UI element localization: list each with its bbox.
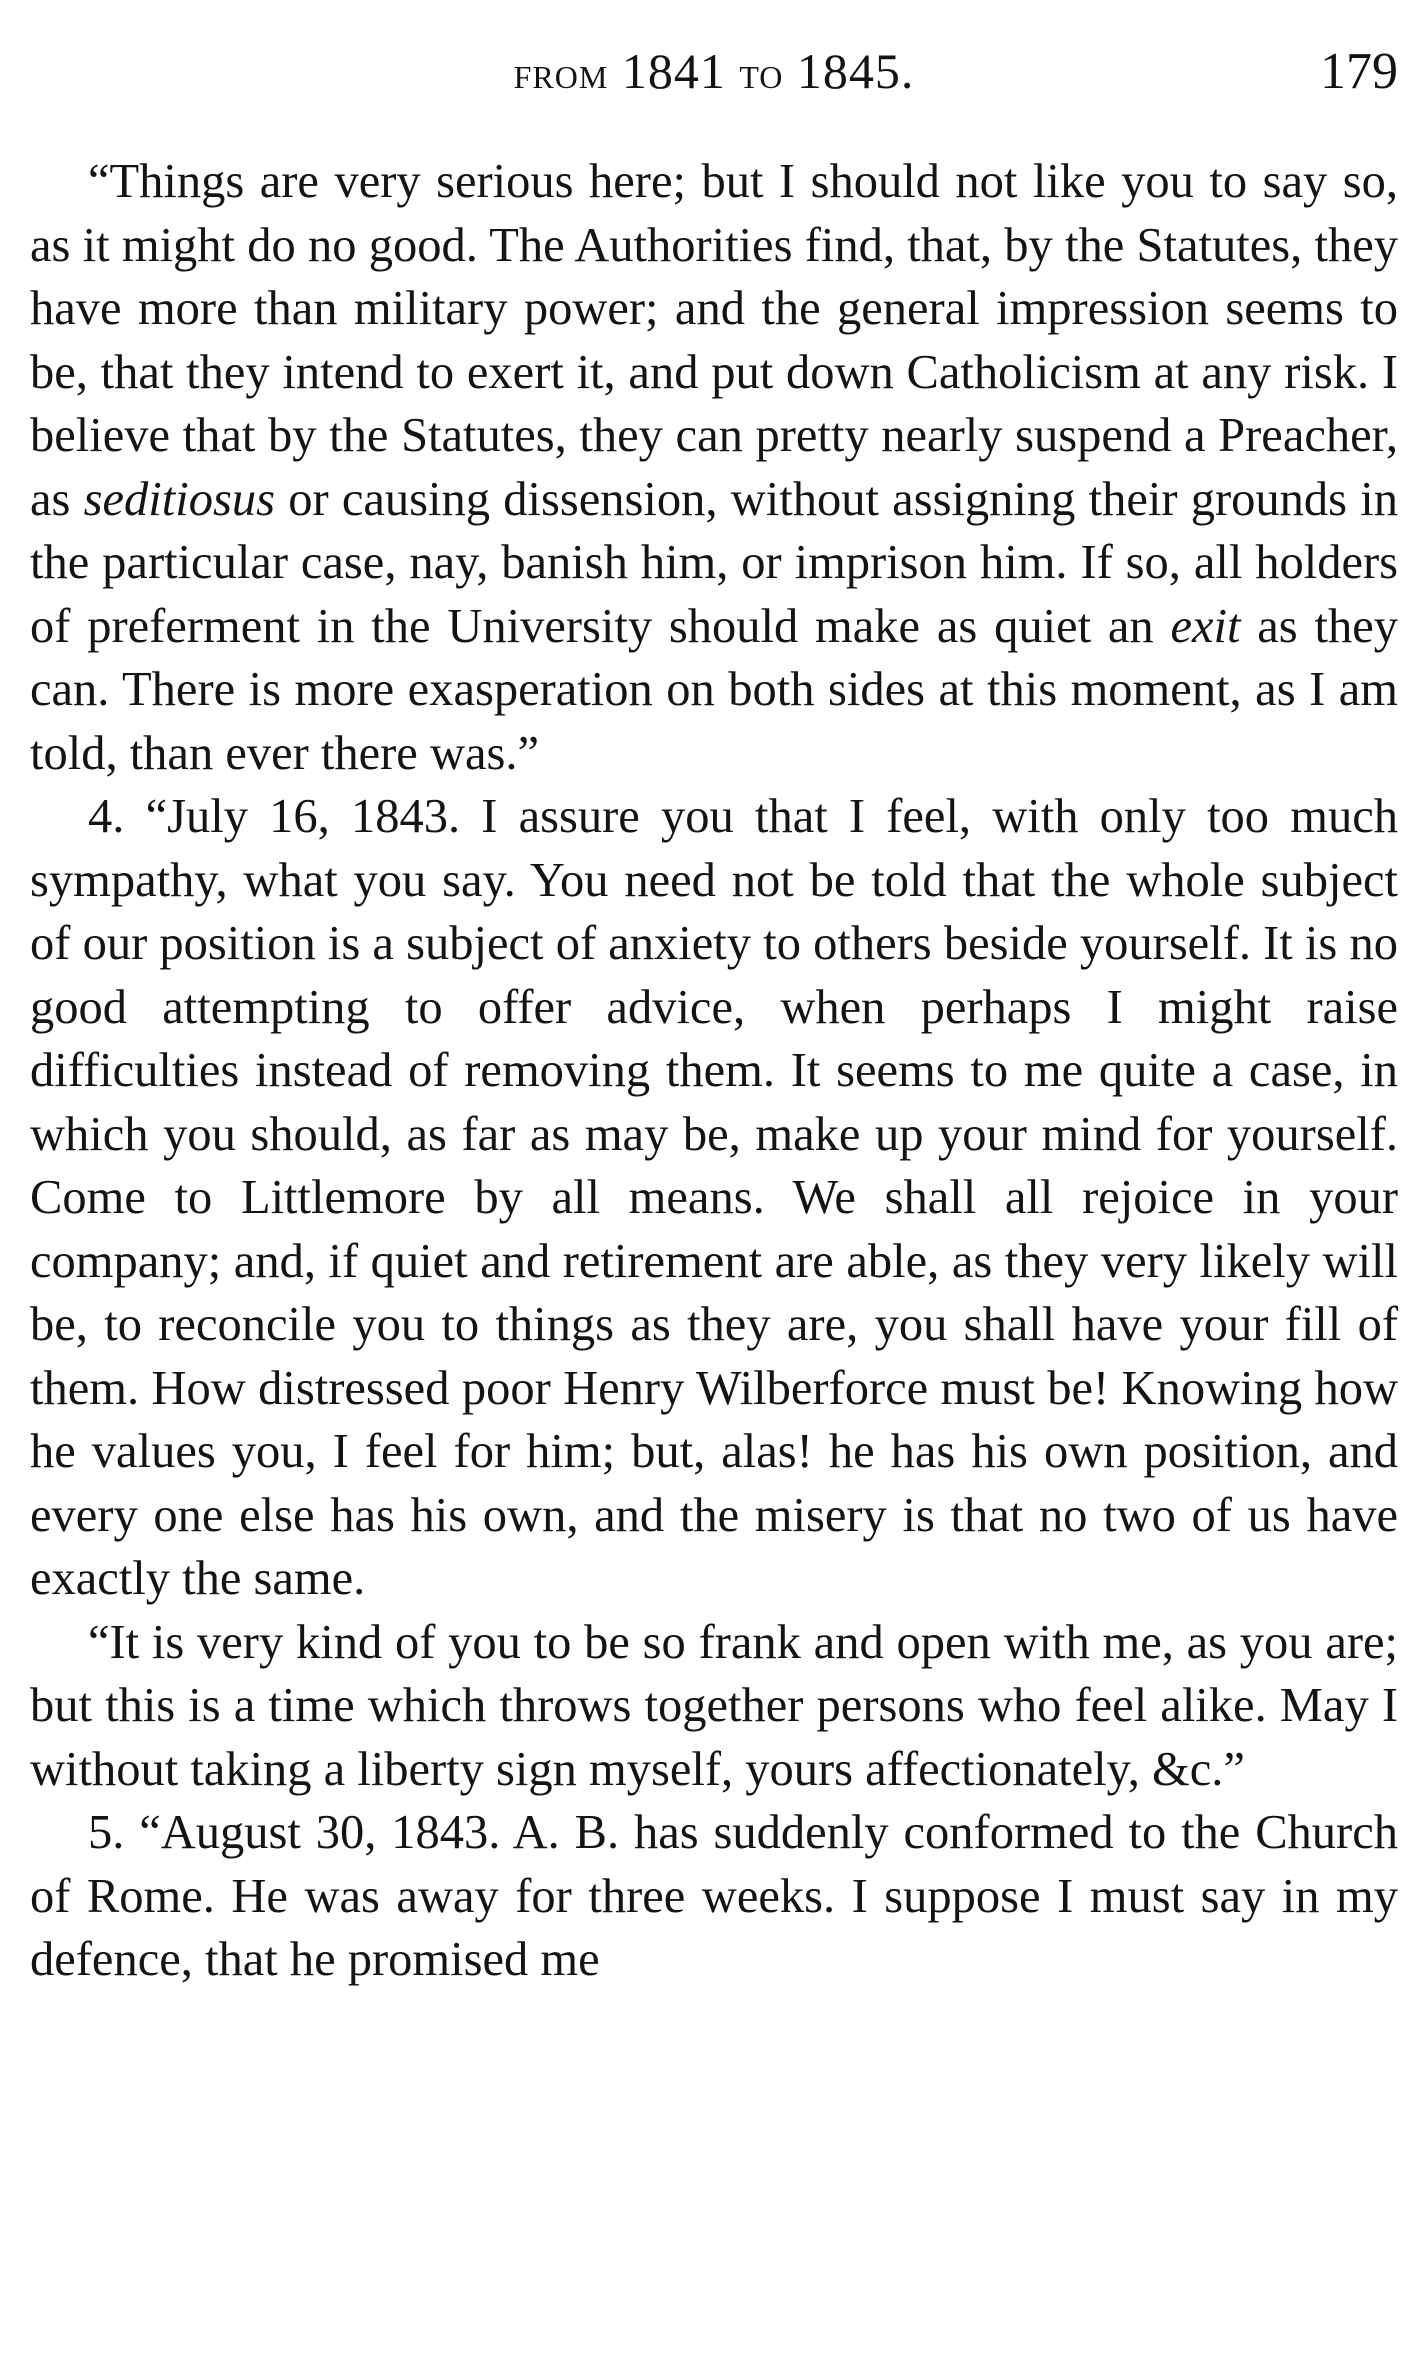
- paragraph-letter-4-closing: “It is very kind of you to be so frank and open with me, as you are; but this is a time which throws together persons who feel alike. May I without taking a liberty sign myself, yours affectionately, &c.”: [30, 1615, 1398, 1796]
- running-head-year-end: 1845.: [796, 43, 915, 99]
- running-head: [30, 42, 1398, 100]
- paragraph-text: or causing dissension, without assigning their grounds in the particular case, nay, banish him, or imprison him. If so, all holders of preferment in the University should make as quiet an: [30, 472, 1398, 653]
- running-head-to: to: [739, 47, 784, 98]
- running-head-from: from: [513, 47, 609, 98]
- paragraph-text: as they can. There is more exasperation on both sides at this moment, as I am told, than ever there was.”: [30, 599, 1398, 780]
- book-page: [30, 0, 1398, 2364]
- italic-term-exit: exit: [1170, 599, 1241, 653]
- page-number: 179: [1320, 43, 1398, 100]
- paragraph-text: “Things are very serious here; but I should not like you to say so, as it might do no good. The Authorities find, that, by the Statutes, they have more than military power; and the general impression seems to be, that they intend to exert it, and put down Catholicism at any risk. I believe that by the Statutes, they can pretty nearly suspend a Preacher, as: [30, 155, 1398, 526]
- body-text: [30, 150, 1398, 1992]
- paragraph-letter-continuation: [30, 150, 1398, 785]
- page-header: [30, 42, 1398, 112]
- italic-term-seditiosus: seditiosus: [83, 472, 275, 526]
- paragraph-letter-4: 4. “July 16, 1843. I assure you that I feel, with only too much sympathy, what you say. You need not be told that the whole subject of our position is a subject of anxiety to others beside yourself. It is no good attempting to offer advice, when perhaps I might raise difficulties instead of removing them. It seems to me quite a case, in which you should, as far as may be, make up your mind for yourself. Come to Littlemore by all means. We shall all rejoice in your company; and, if quiet and retirement are able, as they very likely will be, to reconcile you to things as they are, you shall have your fill of them. How distressed poor Henry Wilberforce must be! Knowing how he values you, I feel for him; but, alas! he has his own position, and every one else has his own, and the misery is that no two of us have exactly the same.: [30, 790, 1398, 1605]
- paragraph-letter-5: 5. “August 30, 1843. A. B. has suddenly conformed to the Church of Rome. He was away for three weeks. I suppose I must say in my defence, that he promised me: [30, 1806, 1398, 1986]
- running-head-year-start: 1841: [621, 43, 726, 99]
